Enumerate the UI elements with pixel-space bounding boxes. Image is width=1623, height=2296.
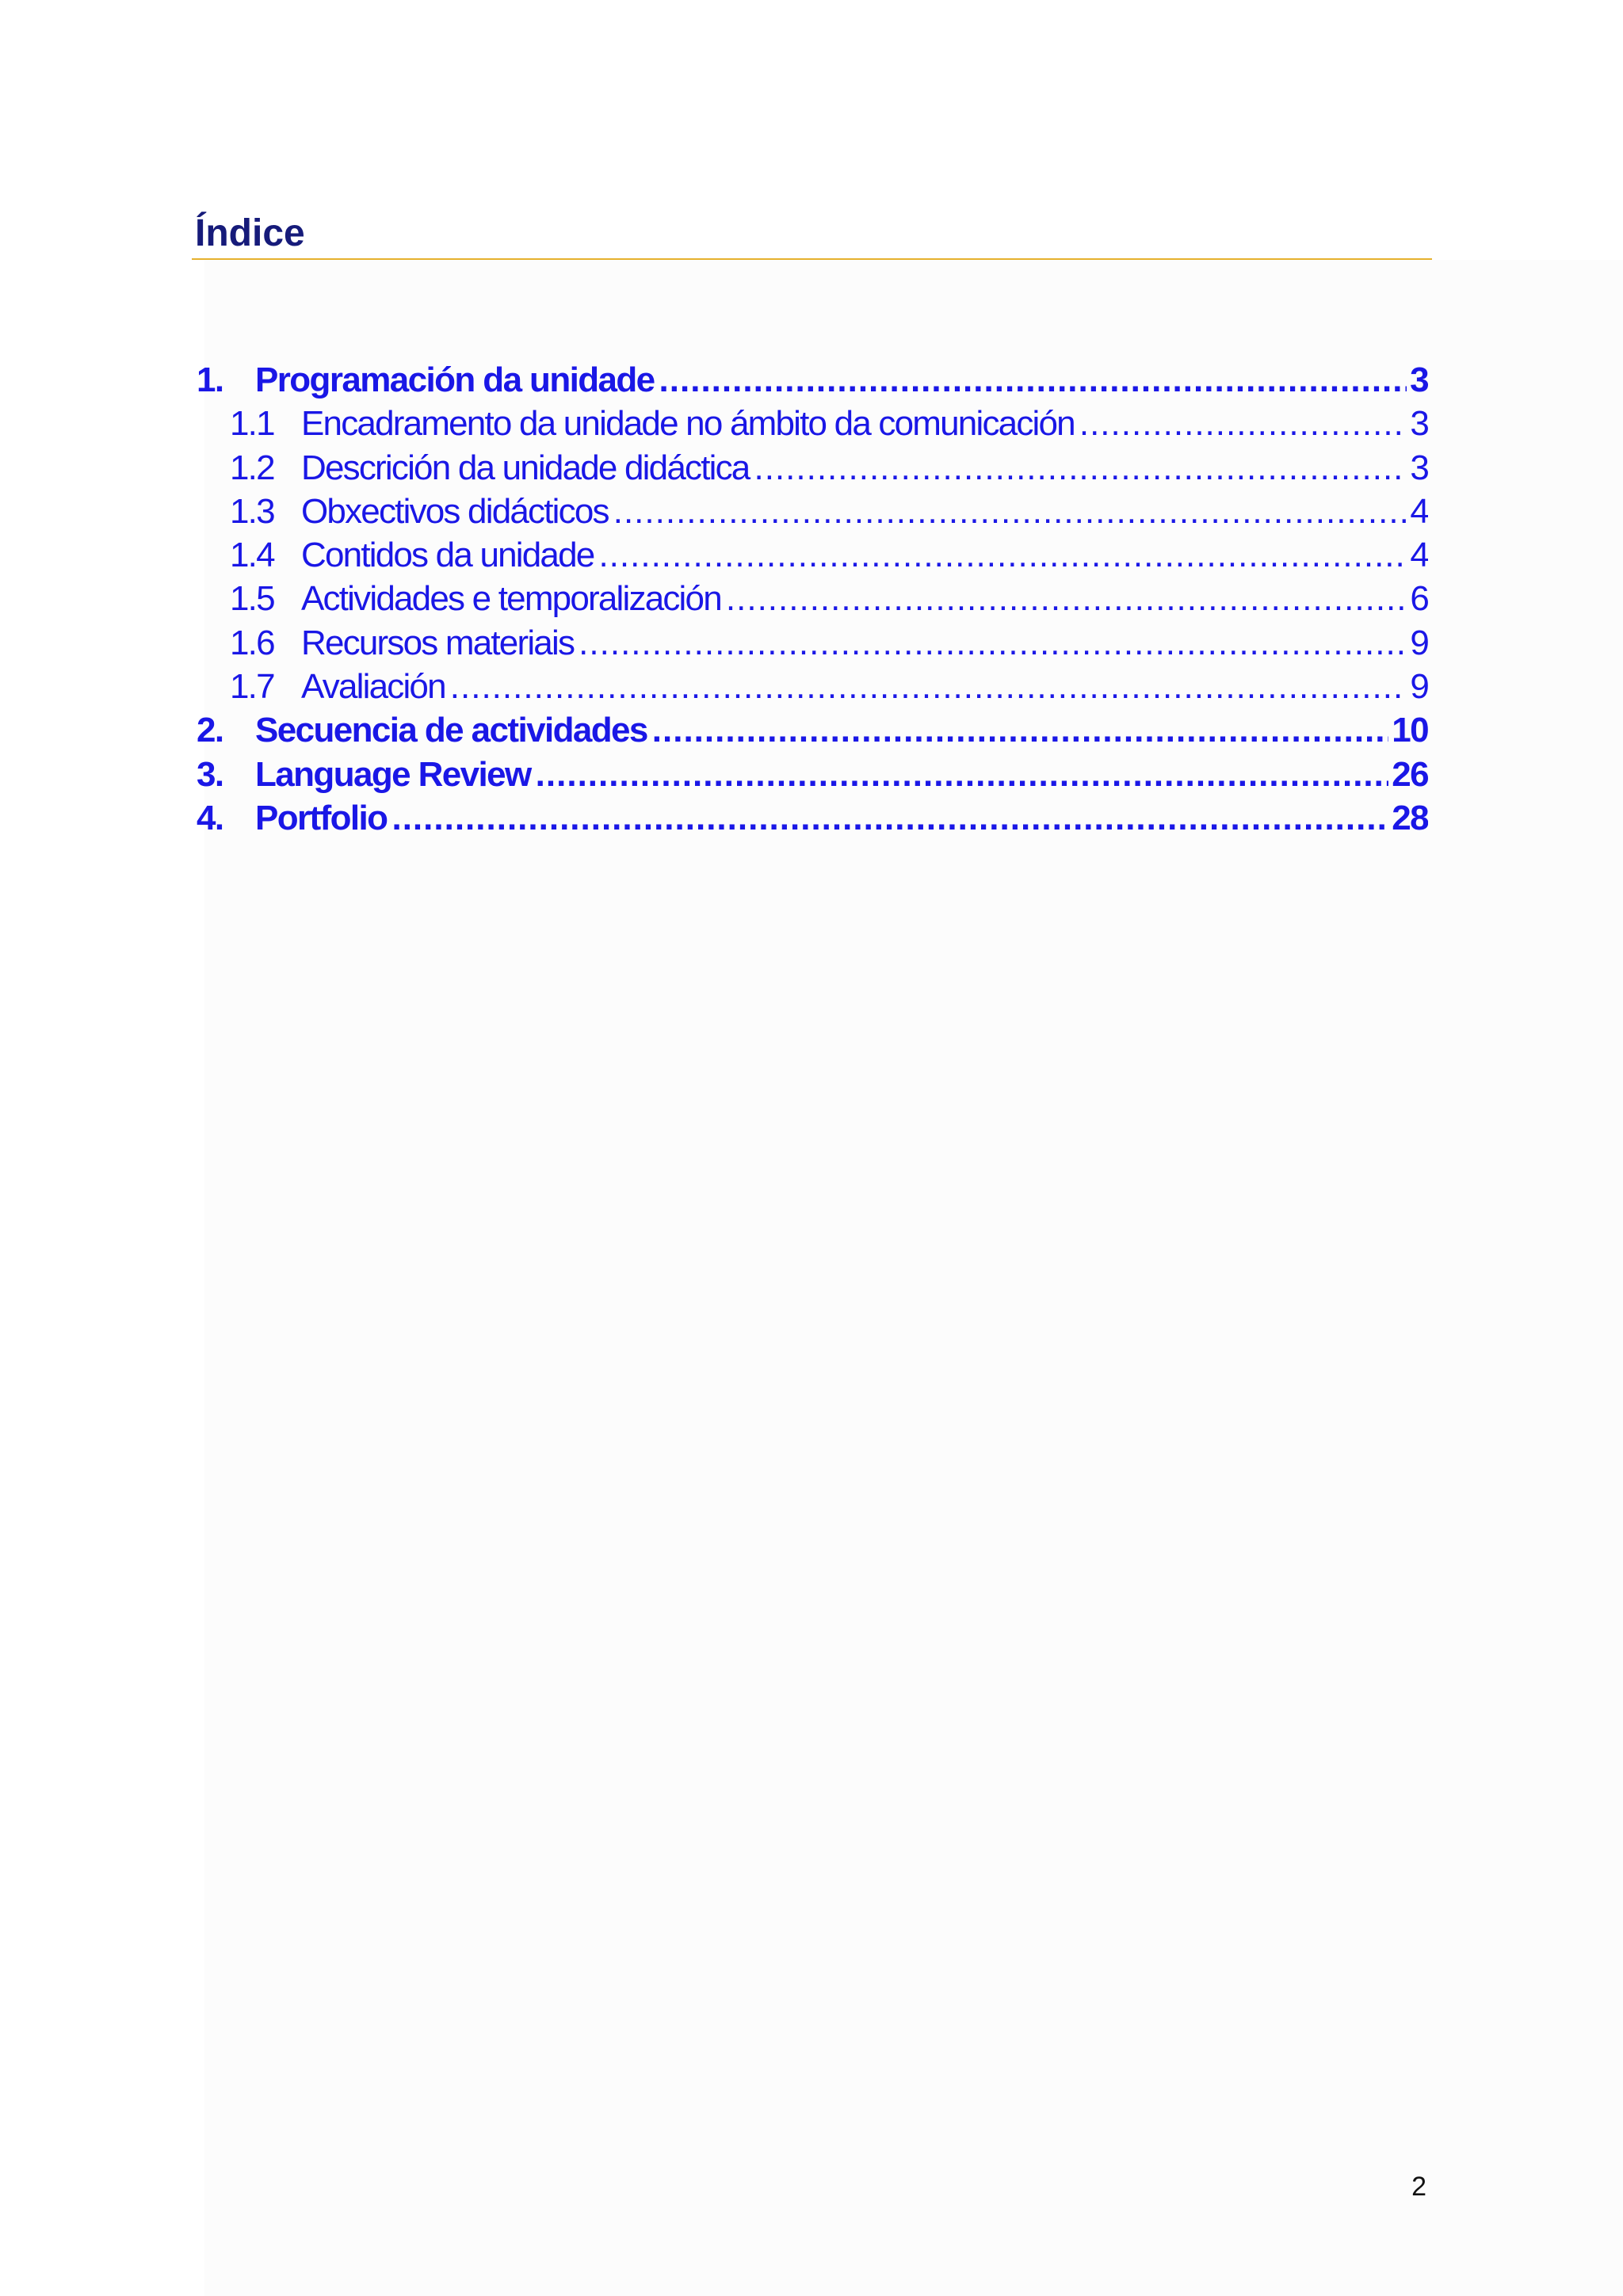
toc-entry-number: 1.5	[230, 579, 274, 619]
toc-entry-1-4[interactable]	[195, 533, 1428, 577]
toc-entry-1-7[interactable]	[195, 665, 1428, 708]
toc-entry-title: Portfolio	[255, 798, 388, 837]
toc-entry-1[interactable]	[195, 358, 1428, 402]
toc-entry-1-5[interactable]	[195, 577, 1428, 620]
toc-entry-number: 1.3	[230, 491, 274, 531]
heading-underline	[192, 258, 1432, 260]
page-number: 2	[1411, 2172, 1426, 2202]
toc-dot-leader	[391, 796, 1388, 840]
toc-dot-leader	[659, 358, 1407, 402]
toc-dot-leader	[1079, 402, 1407, 445]
toc-entry-title: Avaliación	[301, 667, 445, 707]
toc-entry-page: 10	[1392, 711, 1428, 750]
toc-entry-2[interactable]	[195, 708, 1428, 752]
toc-entry-1-3[interactable]	[195, 490, 1428, 533]
toc-entry-page: 3	[1410, 404, 1428, 444]
toc-entry-page: 26	[1392, 754, 1428, 794]
toc-entry-title: Secuencia de actividades	[255, 711, 647, 750]
toc-entry-page: 4	[1410, 536, 1428, 575]
toc-entry-page: 3	[1410, 448, 1428, 487]
toc-entry-page: 3	[1410, 360, 1428, 399]
toc-entry-title: Actividades e temporalización	[301, 579, 721, 619]
table-of-contents	[195, 358, 1428, 840]
toc-dot-leader	[652, 708, 1388, 752]
toc-entry-title: Obxectivos didácticos	[301, 491, 609, 531]
toc-dot-leader	[450, 665, 1407, 708]
toc-entry-1-1[interactable]	[195, 402, 1428, 445]
toc-dot-leader	[536, 753, 1389, 796]
toc-entry-page: 9	[1410, 667, 1428, 707]
page-title: Índice	[195, 212, 305, 254]
toc-dot-leader	[613, 490, 1407, 533]
toc-entry-title: Recursos materiais	[301, 623, 575, 662]
toc-entry-4[interactable]	[195, 796, 1428, 840]
toc-entry-title: Descrición da unidade didáctica	[301, 448, 750, 487]
toc-entry-number: 4.	[197, 798, 223, 837]
toc-dot-leader	[598, 533, 1407, 577]
toc-entry-3[interactable]	[195, 753, 1428, 796]
toc-entry-title: Contidos da unidade	[301, 536, 594, 575]
toc-entry-title: Language Review	[255, 754, 531, 794]
toc-entry-1-2[interactable]	[195, 446, 1428, 490]
toc-entry-page: 9	[1410, 623, 1428, 662]
toc-entry-number: 3.	[197, 754, 223, 794]
toc-entry-page: 4	[1410, 491, 1428, 531]
toc-entry-number: 1.2	[230, 448, 274, 487]
toc-entry-number: 1.4	[230, 536, 274, 575]
toc-dot-leader	[726, 577, 1407, 620]
toc-entry-page: 28	[1392, 798, 1428, 837]
toc-entry-title: Encadramento da unidade no ámbito da comunicación	[301, 404, 1075, 444]
toc-entry-1-6[interactable]	[195, 621, 1428, 665]
toc-dot-leader	[754, 446, 1407, 490]
toc-entry-number: 1.1	[230, 404, 274, 444]
toc-entry-number: 2.	[197, 711, 223, 750]
toc-entry-number: 1.6	[230, 623, 274, 662]
toc-dot-leader	[579, 621, 1407, 665]
toc-entry-page: 6	[1410, 579, 1428, 619]
toc-entry-number: 1.	[197, 360, 223, 399]
toc-entry-number: 1.7	[230, 667, 274, 707]
toc-entry-title: Programación da unidade	[255, 360, 655, 399]
